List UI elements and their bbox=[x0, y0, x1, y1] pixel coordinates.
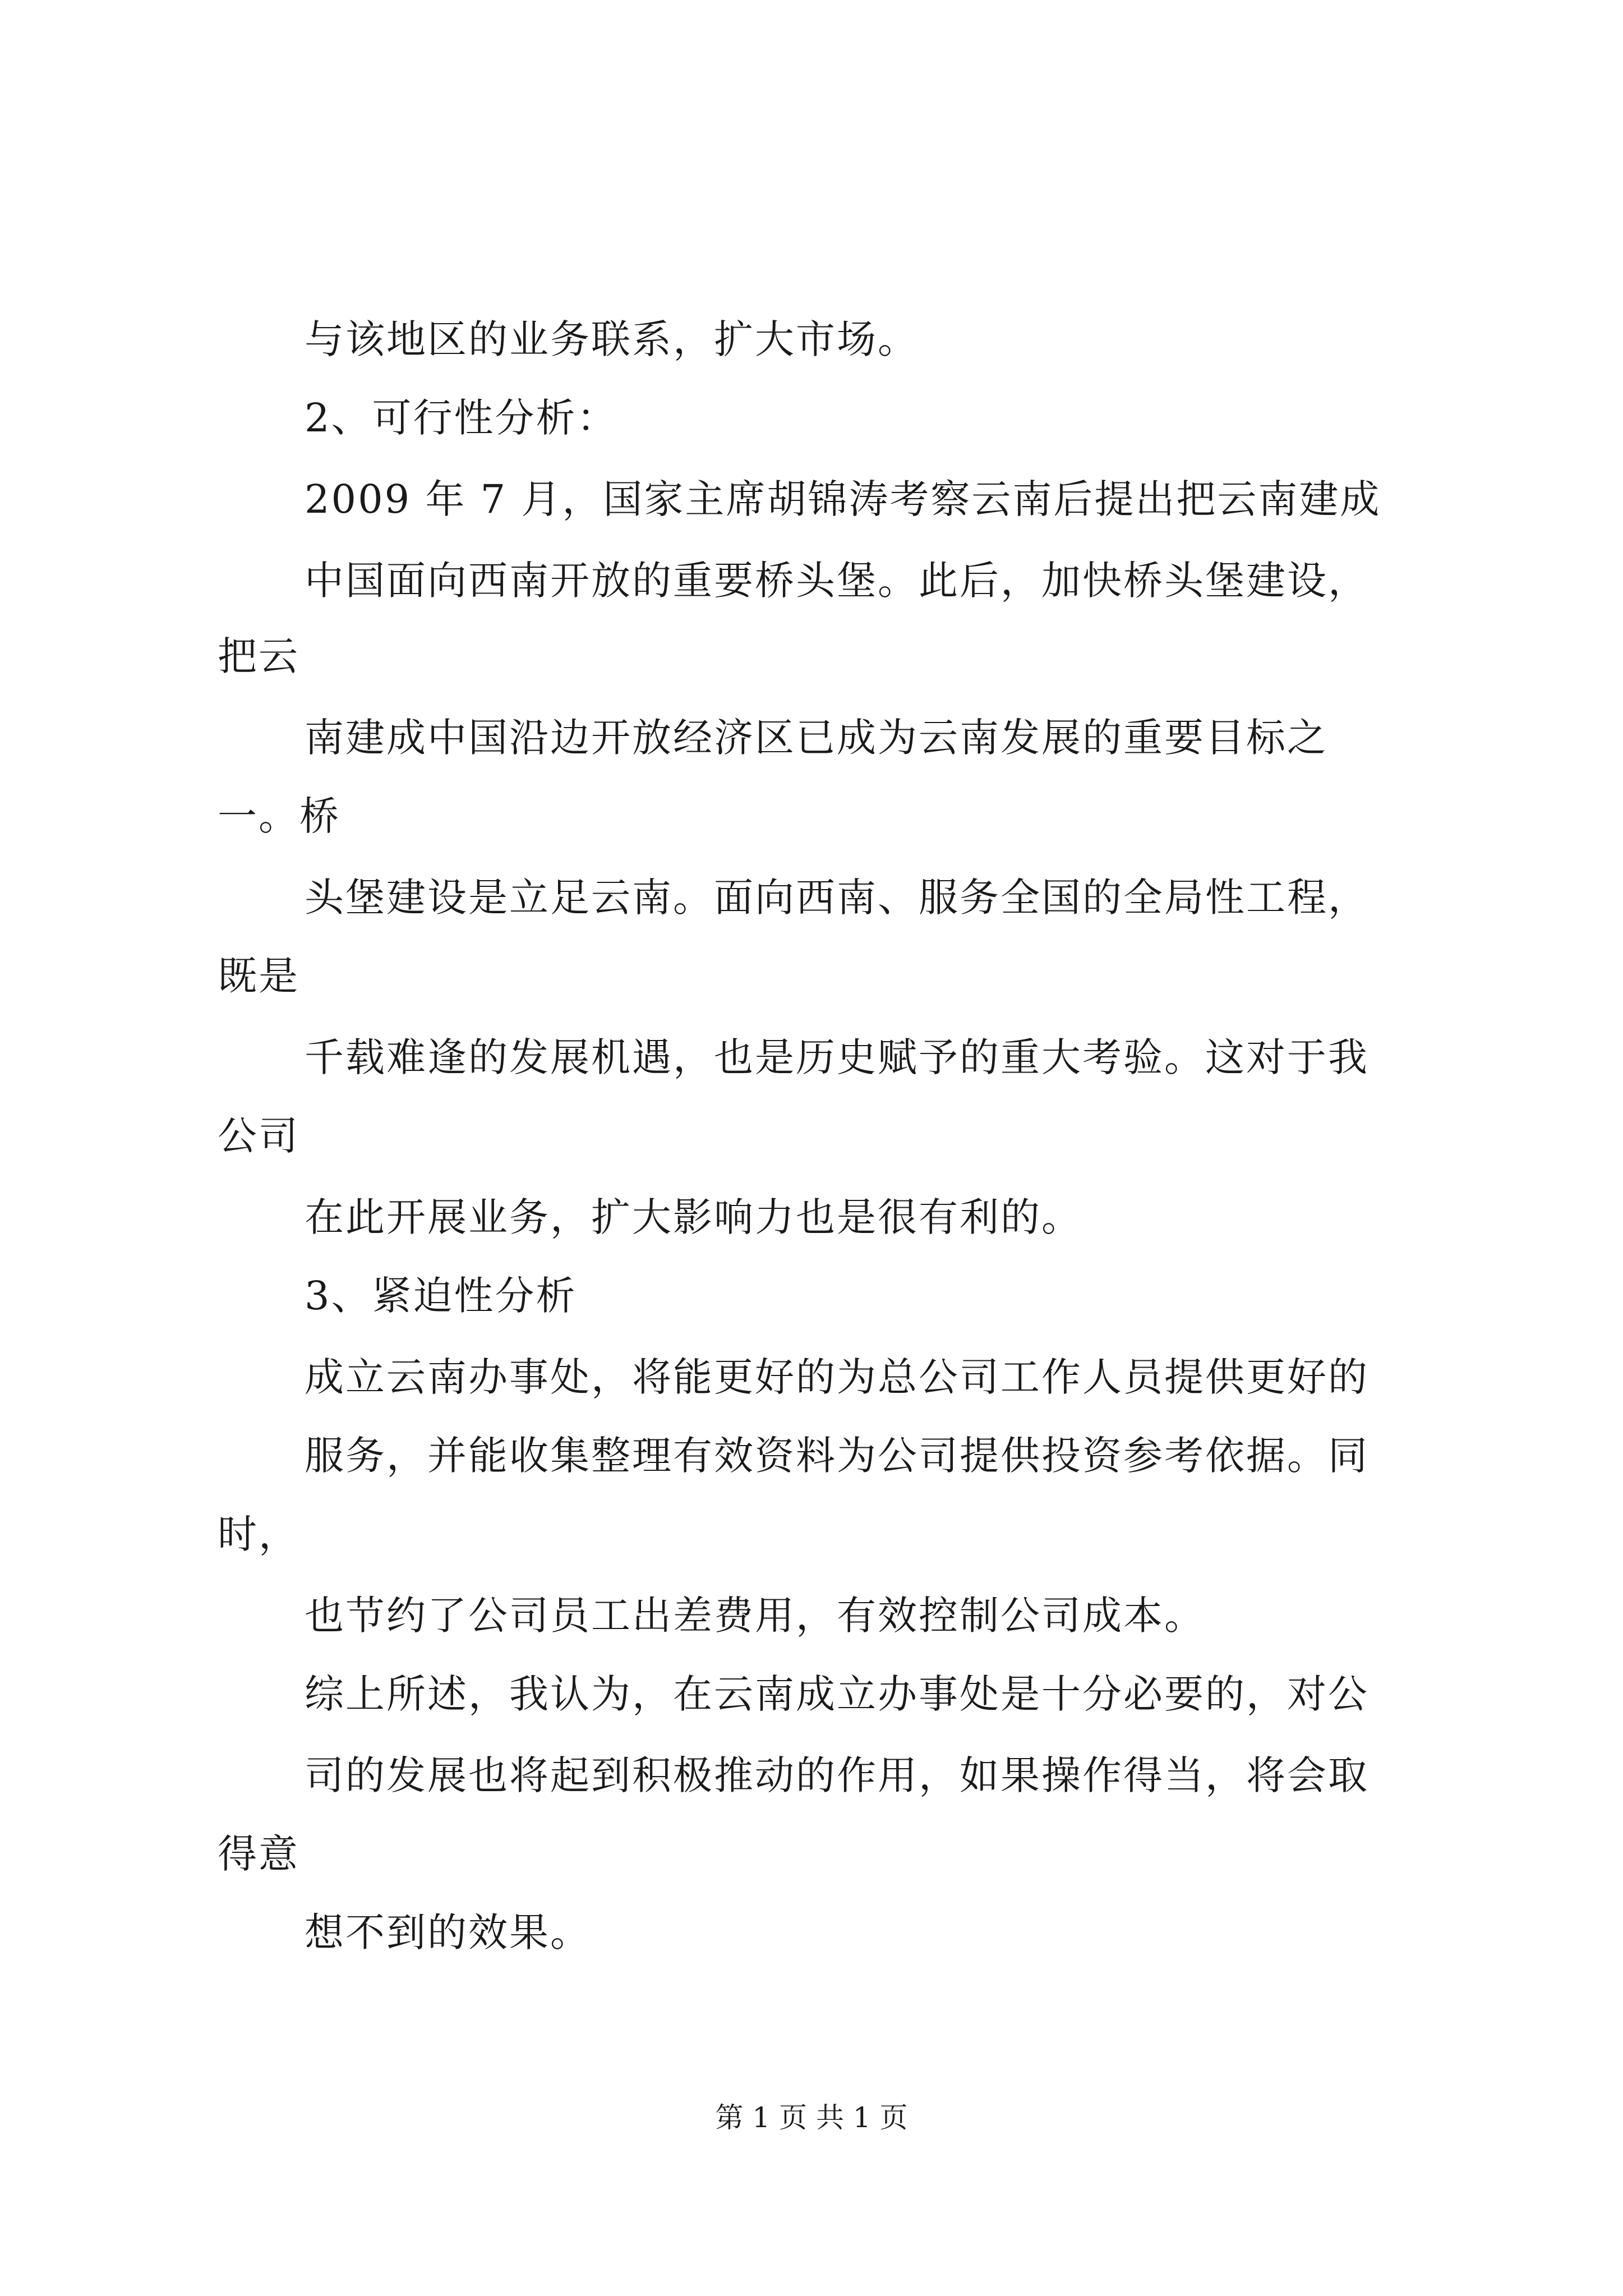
body-line: 想不到的效果。 bbox=[305, 1910, 591, 1955]
body-line: 一。桥 bbox=[218, 793, 340, 839]
body-line: 中国面向西南开放的重要桥头堡。此后，加快桥头堡建设， bbox=[305, 558, 1369, 604]
body-line: 成立云南办事处，将能更好的为总公司工作人员提供更好的 bbox=[305, 1354, 1369, 1400]
body-line: 千载难逢的发展机遇，也是历史赋予的重大考验。这对于我 bbox=[305, 1034, 1369, 1080]
body-line: 头堡建设是立足云南。面向西南、服务全国的全局性工程， bbox=[305, 875, 1369, 921]
section-heading: 3、紧迫性分析 bbox=[305, 1273, 577, 1319]
body-line: 在此开展业务，扩大影响力也是很有利的。 bbox=[305, 1194, 1082, 1240]
body-line: 把云 bbox=[218, 633, 299, 679]
body-line: 综上所述，我认为，在云南成立办事处是十分必要的，对公 bbox=[305, 1671, 1369, 1717]
body-line: 得意 bbox=[218, 1831, 299, 1877]
body-line: 南建成中国沿边开放经济区已成为云南发展的重要目标之 bbox=[305, 715, 1328, 761]
body-line: 与该地区的业务联系，扩大市场。 bbox=[305, 316, 919, 362]
body-line: 时， bbox=[218, 1511, 299, 1557]
body-line: 服务，并能收集整理有效资料为公司提供投资参考依据。同 bbox=[305, 1433, 1369, 1479]
body-line: 既是 bbox=[218, 953, 299, 999]
section-heading: 2、可行性分析： bbox=[305, 395, 618, 441]
body-line: 司的发展也将起到积极推动的作用，如果操作得当，将会取 bbox=[305, 1752, 1369, 1798]
body-line: 也节约了公司员工出差费用，有效控制公司成本。 bbox=[305, 1593, 1205, 1639]
body-line: 公司 bbox=[218, 1113, 299, 1159]
body-line: 2009 年 7 月，国家主席胡锦涛考察云南后提出把云南建成 bbox=[305, 476, 1381, 522]
page-footer: 第 1 页 共 1 页 bbox=[715, 2101, 908, 2134]
